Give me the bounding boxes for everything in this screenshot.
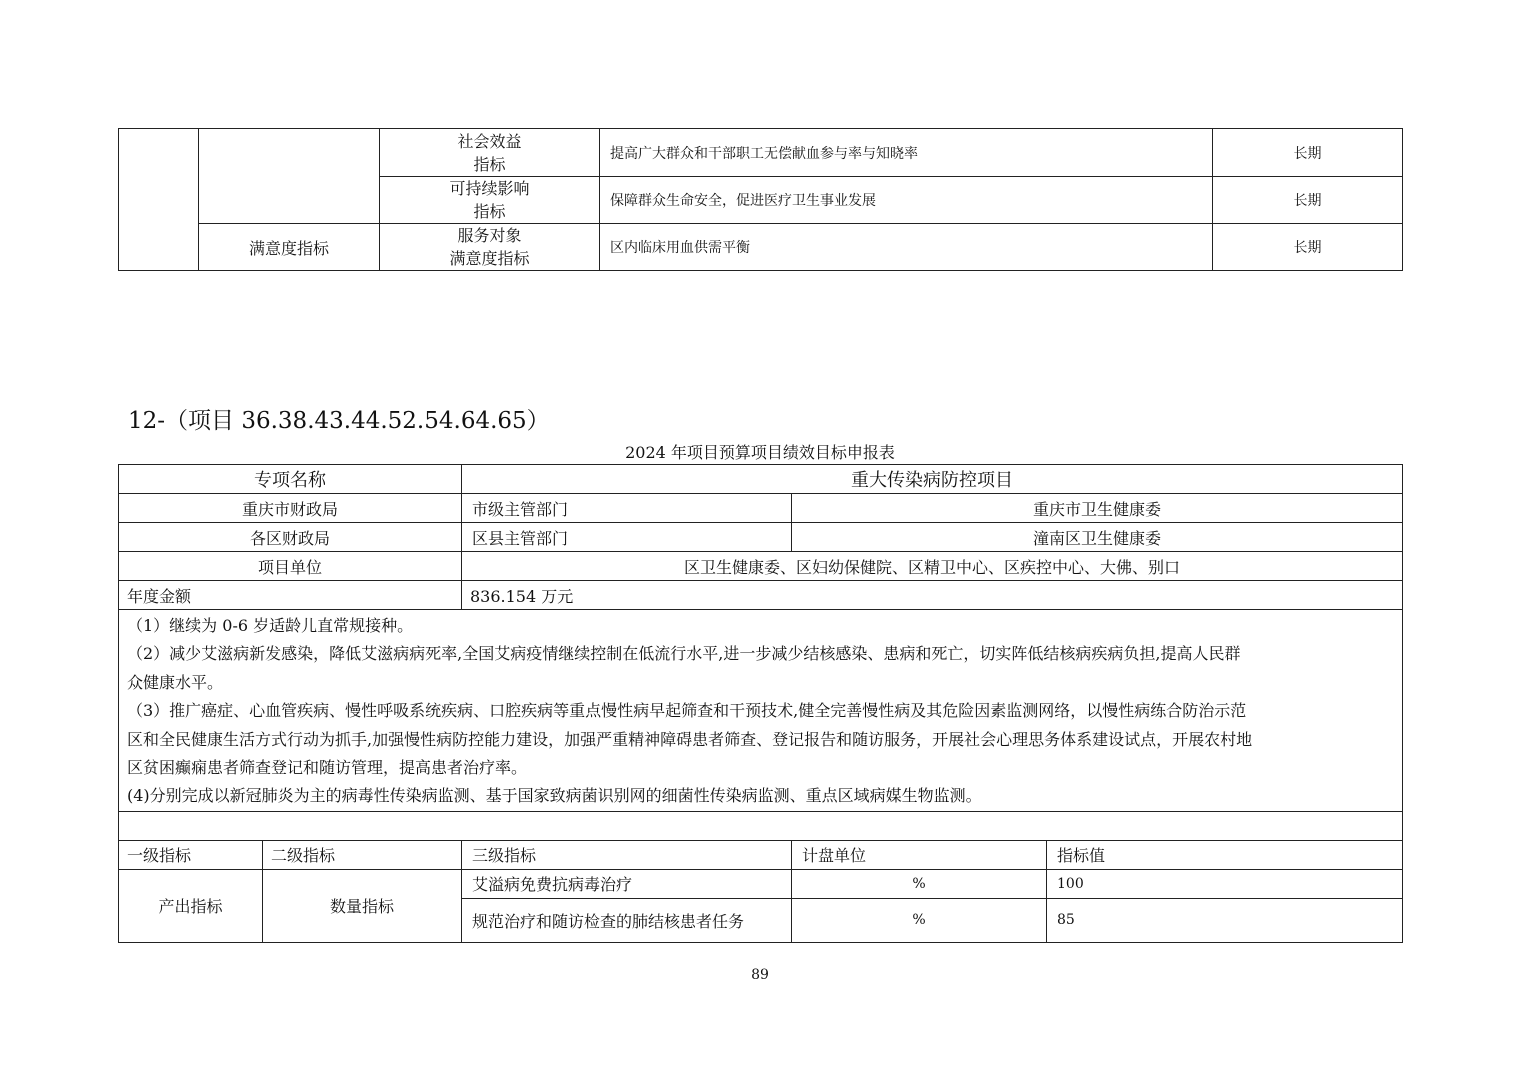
level1-cell bbox=[119, 129, 199, 271]
indicator-name: 规范治疗和随访检查的肺结核患者任务 bbox=[462, 898, 792, 942]
header-level3: 三级指标 bbox=[462, 840, 792, 869]
header-level2: 二级指标 bbox=[263, 840, 462, 869]
section-heading: 12-（项目 36.38.43.44.52.54.64.65） bbox=[128, 408, 550, 434]
indicator-unit: % bbox=[792, 898, 1047, 942]
content-cell: 区内临床用血供需平衡 bbox=[600, 224, 1213, 271]
header-value: 指标值 bbox=[1047, 840, 1403, 869]
annual-amount-label: 年度金额 bbox=[119, 581, 462, 610]
top-table bbox=[118, 128, 1403, 271]
goal-line: 区贫困癫痫患者筛查登记和随访管理，提高患者治疗率。 bbox=[127, 758, 528, 778]
indicator-name: 艾溢病免费抗病毒治疗 bbox=[462, 869, 792, 898]
project-unit-label: 项目单位 bbox=[119, 552, 462, 581]
goal-line: （3）推广癌症、心血管疾病、慢性呼吸系统疾病、口腔疾病等重点慢性病早起筛查和干预技术,健全完善慢性病及其危险因素监测网络，以慢性病练合防治示范 bbox=[127, 701, 1247, 721]
district-dept-value: 潼南区卫生健康委 bbox=[792, 523, 1403, 552]
main-table bbox=[118, 464, 1403, 943]
performance-goals bbox=[119, 610, 1403, 812]
header-unit: 计盘单位 bbox=[792, 840, 1047, 869]
page-number: 89 bbox=[751, 967, 769, 983]
level3-cell: 可持续影响 指标 bbox=[380, 177, 600, 224]
header-level1: 一级指标 bbox=[119, 840, 263, 869]
content-cell: 保障群众生命安全，促进医疗卫生事业发展 bbox=[600, 177, 1213, 224]
level3-cell: 服务对象 满意度指标 bbox=[380, 224, 600, 271]
indicator-value: 85 bbox=[1047, 898, 1403, 942]
goal-line: 众健康水平。 bbox=[127, 672, 224, 692]
indicator-level2: 数量指标 bbox=[263, 869, 462, 942]
value-cell: 长期 bbox=[1213, 177, 1403, 224]
city-dept-label: 市级主管部门 bbox=[462, 494, 792, 523]
district-dept-label: 区县主管部门 bbox=[462, 523, 792, 552]
indicator-level1: 产出指标 bbox=[119, 869, 263, 942]
empty-row bbox=[119, 811, 1403, 840]
level3-cell: 社会效益 指标 bbox=[380, 129, 600, 177]
level2-cell: 满意度指标 bbox=[199, 224, 380, 271]
annual-amount-value: 836.154 万元 bbox=[462, 581, 1403, 610]
goal-line: 区和全民健康生活方式行动为抓手,加强慢性病防控能力建设，加强严重精神障碍患者筛查、登记报告和随访服务，开展社会心理思务体系建设试点，开展农村地 bbox=[127, 729, 1253, 749]
indicator-value: 100 bbox=[1047, 869, 1403, 898]
level2-cell bbox=[199, 129, 380, 224]
content-cell: 提高广大群众和干部职工无偿献血参与率与知晓率 bbox=[600, 129, 1213, 177]
goal-line: (4)分别完成以新冠肺炎为主的病毒性传染病监测、基于国家致病菌识别网的细菌性传染病监测、重点区域病媒生物监测。 bbox=[127, 786, 982, 806]
goal-line: （2）减少艾滋病新发感染，降低艾滋病病死率,全国艾病疫情继续控制在低流行水平,进一步减少结核感染、患病和死亡，切实阵低结核病疾病负担,提高人民群 bbox=[127, 644, 1241, 664]
value-cell: 长期 bbox=[1213, 129, 1403, 177]
district-finance: 各区财政局 bbox=[119, 523, 462, 552]
table-title: 2024 年项目预算项目绩效目标申报表 bbox=[625, 443, 895, 462]
special-name-label: 专项名称 bbox=[119, 465, 462, 494]
indicator-unit: % bbox=[792, 869, 1047, 898]
project-unit-value: 区卫生健康委、区妇幼保健院、区精卫中心、区疾控中心、大佛、别口 bbox=[462, 552, 1403, 581]
city-finance: 重庆市财政局 bbox=[119, 494, 462, 523]
goal-line: （1）继续为 0-6 岁适龄儿直常规接种。 bbox=[127, 616, 414, 635]
value-cell: 长期 bbox=[1213, 224, 1403, 271]
special-name-value: 重大传染病防控项目 bbox=[462, 465, 1403, 494]
city-dept-value: 重庆市卫生健康委 bbox=[792, 494, 1403, 523]
